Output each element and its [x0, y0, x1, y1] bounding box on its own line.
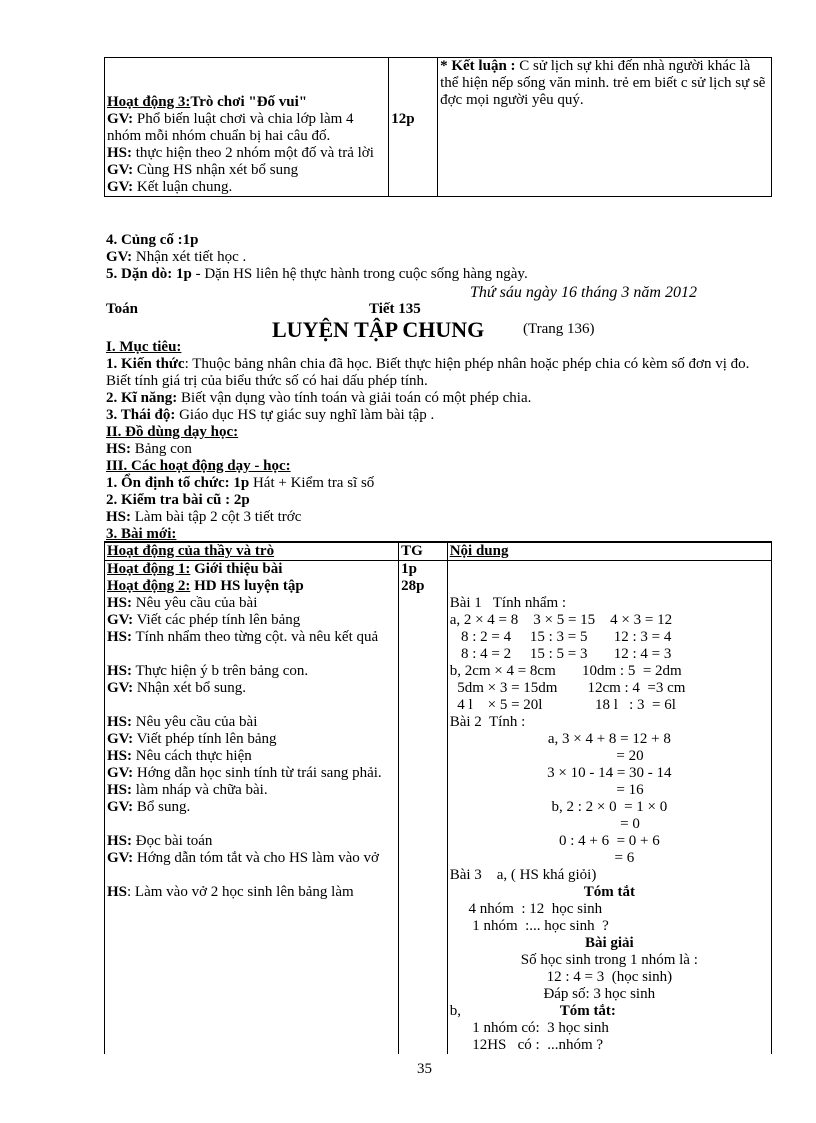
- dan-do-label: 5. Dặn dò: 1p: [106, 266, 192, 282]
- exercise-line: 3 × 10 - 14 = 30 - 14: [547, 765, 672, 781]
- exercise-line: a, 3 × 4 + 8 = 12 + 8: [547, 731, 671, 747]
- objective-text: Biết vận dụng vào tính toán và giải toán có một phép chia.: [177, 390, 532, 406]
- activity1-label: Hoạt động 1:: [107, 561, 191, 577]
- spacer-line: [107, 697, 396, 714]
- bai-moi-heading: 3. Bài mới:: [106, 526, 177, 542]
- materials-heading: II. Đồ dùng dạy học:: [106, 424, 239, 440]
- activity2-label: Hoạt động 2:: [107, 578, 191, 594]
- activity3-line: [107, 145, 386, 162]
- exercise-line: = 20: [575, 748, 644, 764]
- line-text: Làm bài tập 2 cột 3 tiết trớc: [131, 509, 302, 525]
- step-text: Tính nhẩm theo từng cột. và nêu kết quả: [132, 629, 379, 645]
- step-line: [107, 595, 396, 612]
- header-activities: Hoạt động của thầy và trò: [105, 542, 399, 561]
- exercise-line: Bài giải: [584, 935, 634, 951]
- objective-knowledge: [106, 356, 778, 390]
- step-line: [107, 663, 396, 680]
- kiem-tra-heading: 2. Kiểm tra bài cũ : 2p: [106, 492, 250, 508]
- step-line: [107, 748, 396, 765]
- exercise-line: Đáp số: 3 học sinh: [449, 986, 656, 1002]
- exercise-line: b, 2 : 2 × 0 = 1 × 0: [551, 799, 668, 815]
- teacher-student-steps: [107, 595, 396, 901]
- activity3-content-cell: [438, 58, 772, 197]
- step-line: [107, 612, 396, 629]
- objectives-heading: I. Mục tiêu:: [106, 339, 182, 355]
- objective-text: Giáo dục HS tự giác suy nghĩ làm bài tập .: [175, 407, 435, 423]
- role-label: GV:: [107, 111, 134, 127]
- activity-rows-left: [105, 561, 399, 1055]
- activity2-title: HD HS luyện tập: [190, 578, 304, 594]
- activity3-time: 12p: [391, 111, 415, 127]
- lesson-activities-table: [104, 541, 772, 1054]
- step-text: Bổ sung.: [133, 799, 191, 815]
- step-line: [107, 799, 396, 816]
- activity3-line: [107, 162, 386, 179]
- exercise-line: 4 nhóm : 12 học sinh: [449, 901, 603, 917]
- exercise-line: Bài 2 Tính :: [449, 714, 526, 730]
- on-dinh-line: [106, 475, 778, 492]
- spacer-line: [107, 816, 396, 833]
- role-label: GV:: [107, 162, 134, 178]
- role-label: GV:: [107, 765, 134, 781]
- spacer-line: [107, 646, 396, 663]
- page-reference: (Trang 136): [523, 321, 595, 337]
- role-label: HS:: [106, 509, 132, 525]
- step-text: Hớng dẫn tóm tắt và cho HS làm vào vở: [133, 850, 379, 866]
- on-dinh-label: 1. Ổn định tổ chức: 1p: [106, 475, 250, 491]
- line-text: thực hiện theo 2 nhóm một đố và trả lời: [132, 145, 374, 161]
- line-text: - Dặn HS liên hệ thực hành trong cuộc sống hàng ngày.: [191, 266, 528, 282]
- step-text: Thực hiện ý b trên bảng con.: [132, 663, 309, 679]
- b-summary-row: [450, 1003, 769, 1020]
- step-line: [107, 731, 396, 748]
- role-label: GV:: [107, 731, 134, 747]
- exercise-line: = 0: [578, 816, 640, 832]
- role-label: HS: [107, 884, 128, 900]
- cung-co-line: [106, 249, 786, 266]
- exercise-line: 12 : 4 = 3 (học sinh): [546, 969, 673, 985]
- line-text: Cùng HS nhận xét bổ sung: [133, 162, 299, 178]
- lesson-number: Tiết 135: [369, 301, 421, 317]
- exercise-line: b, 2cm × 4 = 8cm 10dm : 5 = 2dm: [449, 663, 682, 679]
- kiem-tra-line: [106, 509, 778, 526]
- conclusion: [440, 58, 769, 109]
- line-text: Phổ biến luật chơi và chia lớp làm 4 nhóm mỗi nhóm chuẩn bị hai câu đố.: [107, 111, 354, 144]
- cung-co-heading: 4. Củng cố :1p: [106, 232, 199, 248]
- content-column: [447, 561, 771, 1055]
- activity2-time: 28p: [401, 578, 425, 594]
- activity1-title: Giới thiệu bài: [190, 561, 283, 577]
- step-text: Nêu yêu cầu của bài: [132, 714, 258, 730]
- activity3-title: Trò chơi "Đố vui": [190, 94, 308, 110]
- role-label: HS:: [107, 145, 133, 161]
- conclusion-text: C sử lịch sự khi đến nhà người khác là thể hiện nếp sống văn minh. trẻ em biết c sử lịch sự sẽ đợc mọi người yêu quý.: [440, 58, 766, 108]
- line-text: Kết luận chung.: [133, 179, 233, 195]
- role-label: HS:: [107, 714, 133, 730]
- step-line: [107, 714, 396, 731]
- time-column: [399, 561, 448, 1055]
- step-text: Nhận xét bổ sung.: [133, 680, 247, 696]
- activity3-line: [107, 111, 386, 145]
- role-label: HS:: [106, 441, 132, 457]
- exercise-line: a, 2 × 4 = 8 3 × 5 = 15 4 × 3 = 12: [449, 612, 673, 628]
- objective-skill: [106, 390, 778, 407]
- exercise-line: Số học sinh trong 1 nhóm là :: [520, 952, 698, 968]
- activity3-line: [107, 179, 386, 196]
- step-text: làm nháp và chữa bài.: [132, 782, 268, 798]
- step-text: Viết phép tính lên bảng: [133, 731, 277, 747]
- role-label: HS:: [107, 663, 133, 679]
- objective-label: 3. Thái độ:: [106, 407, 176, 423]
- dan-do-line: [106, 266, 786, 283]
- conclusion-label: * Kết luận :: [440, 58, 516, 74]
- role-label: HS:: [107, 595, 133, 611]
- line-text: Nhận xét tiết học .: [132, 249, 247, 265]
- exercise-line: Tóm tắt: [583, 884, 635, 900]
- b-summary-line: 1 nhóm có: 3 học sinh: [449, 1020, 609, 1036]
- exercise-line: 0 : 4 + 6 = 0 + 6: [558, 833, 660, 849]
- b-summary-title: Tóm tắt:: [559, 1003, 616, 1019]
- exercise-line: 5dm × 3 = 15dm 12cm : 4 =3 cm: [449, 680, 686, 696]
- role-label: HS:: [107, 833, 133, 849]
- activity3-table: [104, 57, 772, 197]
- activity3-time-cell: [389, 58, 438, 197]
- objective-label: 1. Kiến thức: [106, 356, 185, 372]
- activities-heading: III. Các hoạt động dạy - học:: [106, 458, 291, 474]
- spacer-line: [107, 867, 396, 884]
- role-label: GV:: [107, 612, 134, 628]
- step-line: [107, 782, 396, 799]
- header-time: TG: [399, 542, 448, 561]
- step-text: Hớng dẫn học sinh tính từ trái sang phải.: [133, 765, 382, 781]
- line-text: Hát + Kiểm tra sĩ số: [249, 475, 375, 491]
- step-line: [107, 884, 396, 901]
- step-text: : Làm vào vở 2 học sinh lên bảng làm: [127, 884, 354, 900]
- step-text: Nêu cách thực hiện: [132, 748, 252, 764]
- exercise-content: [450, 595, 769, 1003]
- role-label: HS:: [107, 629, 133, 645]
- role-label: GV:: [107, 179, 134, 195]
- exercise-line: Bài 1 Tính nhẩm :: [449, 595, 567, 611]
- exercise-line: 8 : 4 = 2 15 : 5 = 3 12 : 4 = 3: [449, 646, 672, 662]
- role-label: GV:: [107, 799, 134, 815]
- subject-label: Toán: [106, 301, 138, 317]
- exercise-line: 4 l × 5 = 20l 18 l : 3 = 6l: [449, 697, 676, 713]
- exercise-line: = 16: [575, 782, 644, 798]
- activity1-time: 1p: [401, 561, 417, 577]
- exercise-line: = 6: [584, 850, 635, 866]
- materials-line: [106, 441, 778, 458]
- header-content: Nội dung: [447, 542, 771, 561]
- role-label: GV:: [107, 850, 134, 866]
- objective-label: 2. Kĩ năng:: [106, 390, 178, 406]
- role-label: HS:: [107, 782, 133, 798]
- objective-attitude: [106, 407, 778, 424]
- step-line: [107, 850, 396, 867]
- objective-text: : Thuộc bảng nhân chia đã học. Biết thực hiện phép nhân hoặc phép chia có kèm số đơn vị đo. Biết tính giá trị của biểu thức số có hai dấu phép tính.: [106, 356, 750, 389]
- page-title: LUYỆN TẬP CHUNG: [272, 317, 485, 342]
- b-label: b,: [449, 1003, 461, 1019]
- b-summary-line: 12HS có : ...nhóm ?: [449, 1037, 604, 1053]
- step-text: Viết các phép tính lên bảng: [133, 612, 301, 628]
- line-text: Bảng con: [131, 441, 192, 457]
- step-text: Nêu yêu cầu của bài: [132, 595, 258, 611]
- role-label: GV:: [107, 680, 134, 696]
- activity3-left-cell: [105, 58, 389, 197]
- role-label: HS:: [107, 748, 133, 764]
- step-line: [107, 833, 396, 850]
- step-text: Đọc bài toán: [132, 833, 213, 849]
- exercise-line: 8 : 2 = 4 15 : 3 = 5 12 : 3 = 4: [449, 629, 672, 645]
- exercise-line: Bài 3 a, ( HS khá giỏi): [449, 867, 597, 883]
- exercise-line: 1 nhóm :... học sinh ?: [449, 918, 609, 934]
- step-line: [107, 765, 396, 782]
- step-line: [107, 629, 396, 646]
- activity3-label: Hoạt động 3:: [107, 94, 191, 110]
- page-number: 35: [417, 1061, 432, 1077]
- step-line: [107, 680, 396, 697]
- lesson-date: Thứ sáu ngày 16 tháng 3 năm 2012: [470, 284, 697, 301]
- activity3-heading: [107, 94, 386, 111]
- role-label: GV:: [106, 249, 133, 265]
